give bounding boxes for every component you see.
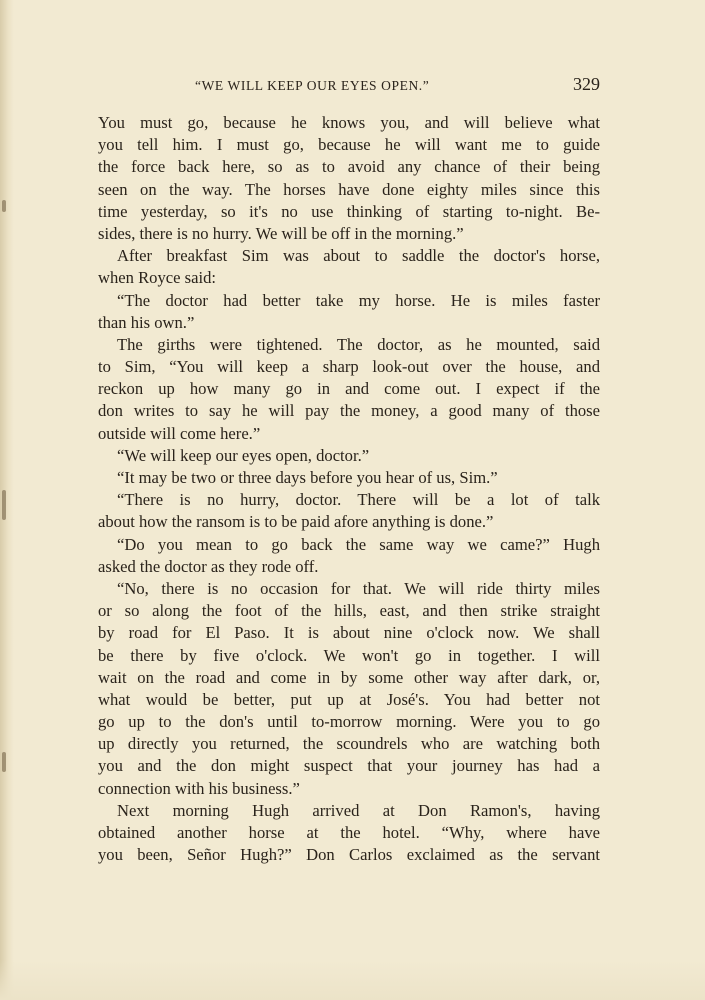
text-line: The girths were tightened. The doctor, as he mounted, said: [117, 334, 600, 354]
body-text: [98, 112, 600, 866]
text-line: time yesterday, so it's no use thinking of starting to-night. Be-: [98, 201, 600, 221]
text-line: or so along the foot of the hills, east, and then strike straight: [98, 601, 600, 621]
text-line: don writes to say he will pay the money, a good many of those: [98, 401, 600, 421]
text-line: be there by five o'clock. We won't go in together. I will: [98, 645, 600, 665]
binding-mark: [2, 200, 6, 212]
text-line: about how the ransom is to be paid afore anything is done.”: [98, 512, 494, 532]
page-number: 329: [573, 74, 600, 94]
text-line: the force back here, so as to avoid any chance of their being: [98, 157, 600, 177]
text-line: “We will keep our eyes open, doctor.”: [117, 445, 370, 465]
page-header: [100, 74, 600, 98]
text-line: connection with his business.”: [98, 778, 300, 798]
text-line: You must go, because he knows you, and will believe what: [98, 113, 600, 132]
text-line: outside will come here.”: [98, 423, 261, 443]
text-line: seen on the way. The horses have done eighty miles since this: [98, 179, 600, 199]
text-line: “It may be two or three days before you hear of us, Sim.”: [117, 468, 498, 487]
text-line: “No, there is no occasion for that. We will ride thirty miles: [117, 578, 600, 598]
text-line: go up to the don's until to-morrow morning. Were you to go: [98, 712, 600, 732]
binding-mark: [2, 752, 6, 772]
binding-mark: [2, 490, 6, 520]
text-line: obtained another horse at the hotel. “Why, where have: [98, 823, 600, 842]
text-line: After breakfast Sim was about to saddle the doctor's horse,: [117, 246, 600, 266]
text-line: you and the don might suspect that your journey has had a: [98, 756, 600, 776]
text-line: Next morning Hugh arrived at Don Ramon's, having: [117, 800, 600, 820]
text-line: than his own.”: [98, 312, 195, 332]
page-bottom-edge: [0, 960, 705, 1000]
text-line: sides, there is no hurry. We will be off in the morning.”: [98, 223, 464, 243]
text-line: to Sim, “You will keep a sharp look-out over the house, and: [98, 357, 600, 377]
text-line: “Do you mean to go back the same way we came?” Hugh: [117, 534, 600, 554]
running-head: “WE WILL KEEP OUR EYES OPEN.”: [195, 78, 430, 93]
text-line: wait on the road and come in by some other way after dark, or,: [98, 667, 600, 687]
text-line: “There is no hurry, doctor. There will be a lot of talk: [117, 490, 600, 510]
text-line: you been, Señor Hugh?” Don Carlos exclaimed as the servant: [98, 845, 600, 865]
text-line: up directly you returned, the scoundrels who are watching both: [98, 734, 600, 754]
text-line: what would be better, put up at José's. You had better not: [98, 689, 600, 709]
text-line: you tell him. I must go, because he will want me to guide: [98, 135, 600, 155]
text-line: when Royce said:: [98, 268, 216, 288]
text-line: by road for El Paso. It is about nine o'clock now. We shall: [98, 623, 600, 643]
text-line: asked the doctor as they rode off.: [98, 556, 319, 576]
text-line: reckon up how many go in and come out. I expect if the: [98, 379, 600, 399]
text-line: “The doctor had better take my horse. He is miles faster: [117, 290, 600, 310]
